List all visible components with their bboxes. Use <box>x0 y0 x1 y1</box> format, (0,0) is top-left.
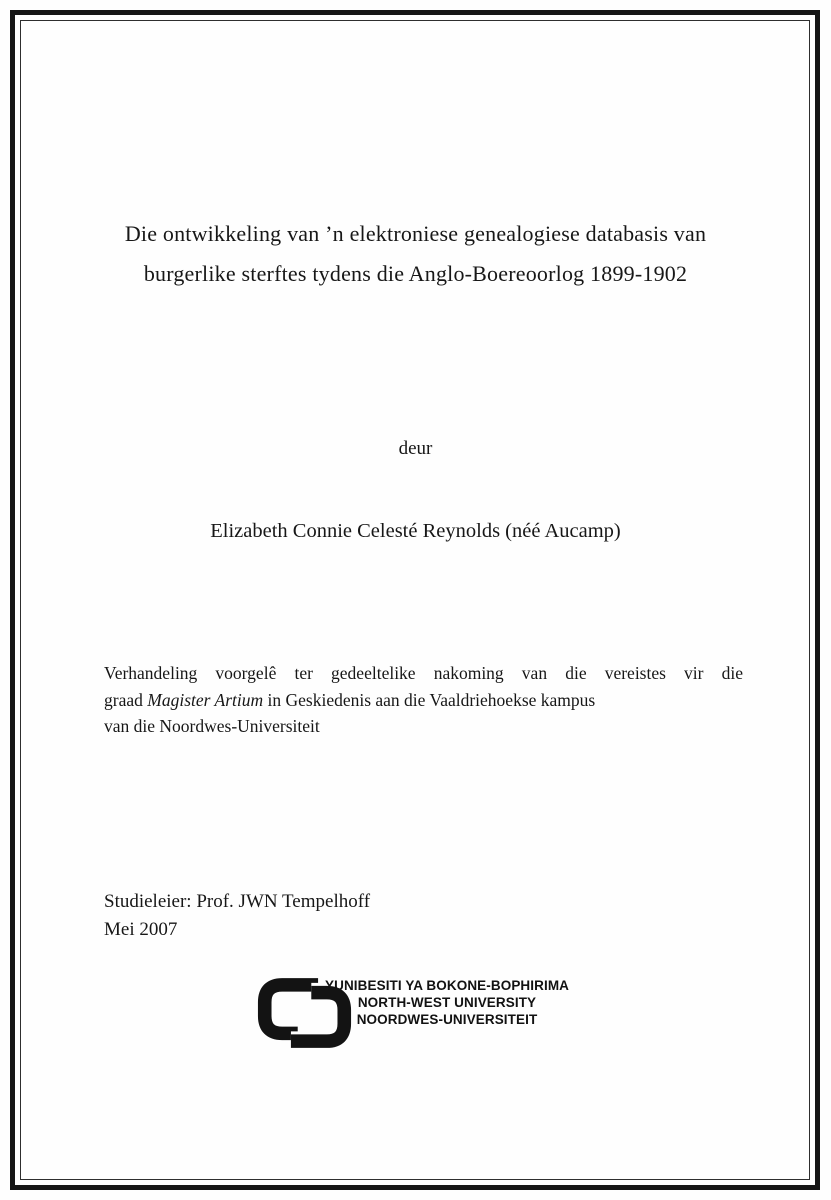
logo-text-line-3: NOORDWES-UNIVERSITEIT <box>356 1012 538 1027</box>
author-name: Elizabeth Connie Celesté Reynolds (néé Aucamp) <box>210 520 621 542</box>
degree-statement-line-2-pre: graad <box>104 689 143 710</box>
degree-statement <box>104 660 743 740</box>
thesis-title <box>60 214 771 294</box>
byline-label: deur <box>398 438 433 459</box>
thesis-title-line-1: Die ontwikkeling van ’n elektroniese genealogiese databasis van <box>124 221 707 246</box>
date-line: Mei 2007 <box>104 919 178 940</box>
logo-text-line-1: YUNIBESITI YA BOKONE-BOPHIRIMA <box>324 978 570 993</box>
supervisor-block <box>104 888 370 944</box>
supervisor-line: Studieleier: Prof. JWN Tempelhoff <box>104 891 371 912</box>
logo-text-line-2: NORTH-WEST UNIVERSITY <box>357 995 537 1010</box>
degree-statement-line-2-post: in Geskiedenis aan die Vaaldriehoekse kampus <box>267 689 596 710</box>
thesis-title-line-2: burgerlike sterftes tydens die Anglo-Boereoorlog 1899-1902 <box>143 261 688 286</box>
university-logo-text <box>318 977 576 1028</box>
degree-statement-line-1: Verhandeling voorgelê ter gedeeltelike nakoming van die vereistes vir die <box>104 663 743 683</box>
degree-statement-line-3: van die Noordwes-Universiteit <box>104 716 320 736</box>
degree-statement-line-2 <box>104 687 743 714</box>
degree-name-italic: Magister Artium <box>147 689 264 710</box>
